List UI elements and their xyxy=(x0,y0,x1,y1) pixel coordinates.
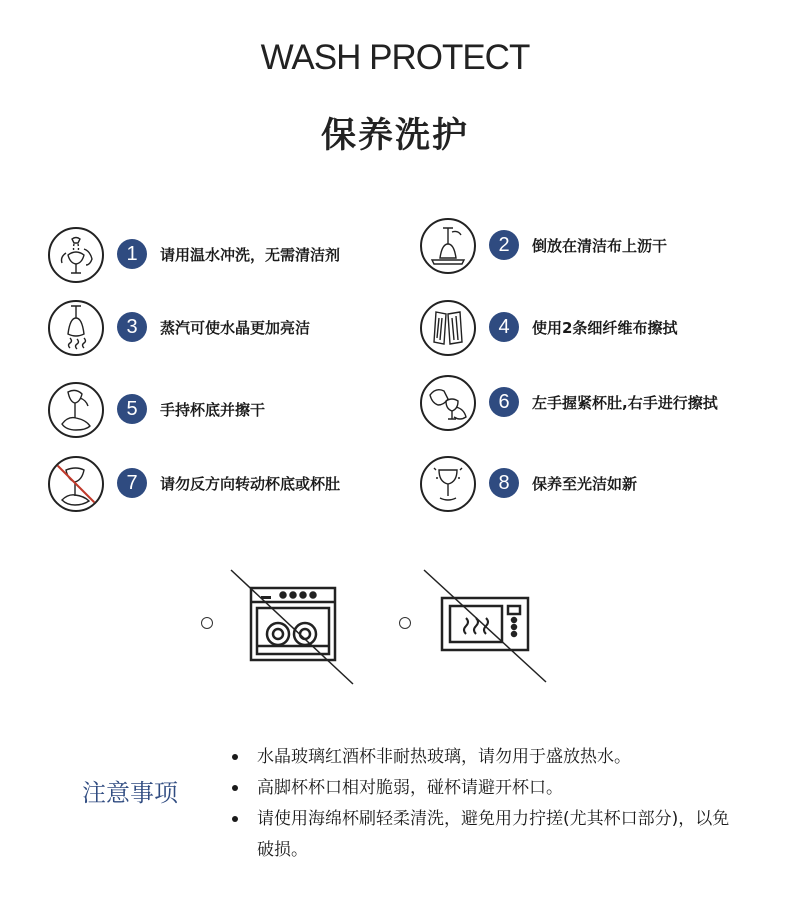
note-text: 高脚杯杯口相对脆弱，碰杯请避开杯口。 xyxy=(257,778,563,798)
clean-glass-icon xyxy=(420,456,476,512)
no-twist-icon xyxy=(48,456,104,512)
step-text: 请用温水冲洗，无需清洁剂 xyxy=(160,246,341,264)
note-text: 水晶玻璃红酒杯非耐热玻璃，请勿用于盛放热水。 xyxy=(257,747,631,767)
step-number-badge: 5 xyxy=(117,394,147,424)
bullet-dot xyxy=(232,785,238,791)
step-number-badge: 4 xyxy=(489,312,519,342)
step-number-badge: 3 xyxy=(117,312,147,342)
step-text: 手持杯底并擦干 xyxy=(160,401,266,419)
step-text: 左手握紧杯肚,右手进行擦拭 xyxy=(532,394,718,412)
list-item xyxy=(232,773,732,804)
notes-list xyxy=(232,742,732,866)
step-text: 蒸汽可使水晶更加亮洁 xyxy=(160,319,311,337)
step-text: 请勿反方向转动杯底或杯肚 xyxy=(160,475,341,493)
list-item xyxy=(232,742,732,773)
steam-glass-icon xyxy=(48,300,104,356)
no-dishwasher-icon xyxy=(225,566,357,686)
page-title-cn: 保养洗护 xyxy=(320,116,469,156)
microfiber-cloth-icon xyxy=(420,300,476,356)
notes-title: 注意事项 xyxy=(82,779,178,807)
step-text: 使用2条细纤维布擦拭 xyxy=(532,319,678,337)
step-number-badge: 7 xyxy=(117,468,147,498)
step-number-badge: 6 xyxy=(489,387,519,417)
list-item xyxy=(232,804,732,866)
bullet-dot xyxy=(201,617,213,629)
upside-down-glass-icon xyxy=(420,218,476,274)
step-number-badge: 1 xyxy=(117,239,147,269)
bullet-dot xyxy=(232,754,238,760)
hold-bowl-wipe-icon xyxy=(420,375,476,431)
note-text: 请使用海绵杯刷轻柔清洗，避免用力拧搓(尤其杯口部分)，以免破损。 xyxy=(257,809,730,860)
step-text: 保养至光洁如新 xyxy=(532,475,638,493)
rinse-warm-water-icon xyxy=(48,227,104,283)
step-number-badge: 2 xyxy=(489,230,519,260)
hold-base-dry-icon xyxy=(48,382,104,438)
bullet-dot xyxy=(399,617,411,629)
bullet-dot xyxy=(232,816,238,822)
no-microwave-icon xyxy=(420,566,552,686)
step-text: 倒放在清洁布上沥干 xyxy=(532,237,668,255)
page-title-en: WASH PROTECT xyxy=(260,38,530,77)
step-number-badge: 8 xyxy=(489,468,519,498)
